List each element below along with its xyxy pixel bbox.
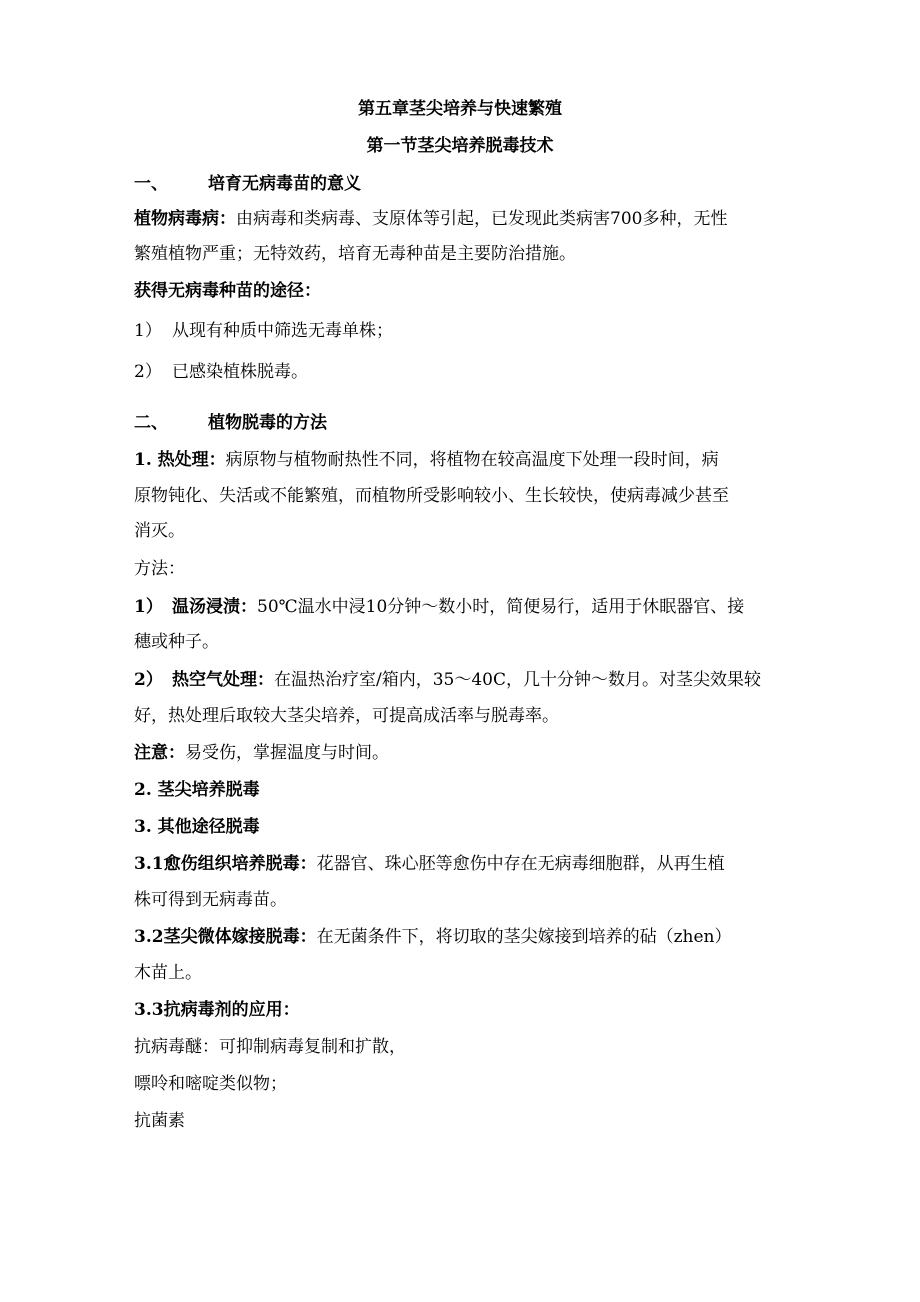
method-1-line2: 穗或种子。 <box>134 632 219 652</box>
way-1-text: 从现有种质中筛选无毒单株； <box>172 321 393 341</box>
list-item-way-1 <box>134 319 393 343</box>
item-3-2-line2: 木苗上。 <box>134 963 202 983</box>
method-1-line1: 50℃温水中浸10分钟～数小时，简便易行，适用于休眠器官、接 <box>257 597 745 617</box>
ways-label: 获得无病毒种苗的途径： <box>134 281 321 301</box>
item-3-1-line1: 花器官、珠心胚等愈伤中存在无病毒细胞群，从再生植 <box>316 854 725 874</box>
heading-2-text: 植物脱毒的方法 <box>208 413 327 433</box>
method-label: 方法： <box>134 559 185 579</box>
method-item-1 <box>134 595 744 619</box>
method-2-line2: 好，热处理后取较大茎尖培养，可提高成活率与脱毒率。 <box>134 706 559 726</box>
heat-line1: 病原物与植物耐热性不同，将植物在较高温度下处理一段时间，病 <box>225 450 719 470</box>
heading-1-number: 一、 <box>134 174 168 194</box>
section-title: 第一节茎尖培养脱毒技术 <box>366 136 554 156</box>
list-item-way-2 <box>134 360 308 384</box>
heading-1-text: 培育无病毒苗的意义 <box>208 174 361 194</box>
virus-disease-line1: 由病毒和类病毒、支原体等引起，已发现此类病害700多种，无性 <box>236 209 728 229</box>
method-2-label: 热空气处理： <box>172 670 274 690</box>
note-label: 注意： <box>134 743 185 763</box>
item-3-1 <box>134 852 725 876</box>
item-3-1-label: 3.1愈伤组织培养脱毒： <box>134 854 317 874</box>
way-2-text: 已感染植株脱毒。 <box>172 362 308 382</box>
antibiotics: 抗菌素 <box>134 1111 185 1131</box>
item-3-2-label: 3.2茎尖微体嫁接脱毒： <box>134 927 317 947</box>
heat-line2: 原物钝化、失活或不能繁殖，而植物所受影响较小、生长较快，使病毒减少甚至 <box>134 486 729 506</box>
heading-1 <box>134 172 361 196</box>
method-item-2 <box>134 668 761 692</box>
way-1-number: 1） <box>134 321 162 341</box>
paragraph-heat-treatment <box>134 448 719 472</box>
item-3-other-ways: 3. 其他途径脱毒 <box>134 817 260 837</box>
heat-treatment-label: 1. 热处理： <box>134 450 226 470</box>
item-3-2-line1: 在无菌条件下，将切取的茎尖嫁接到培养的砧（zhen） <box>316 927 732 947</box>
item-3-2 <box>134 925 732 949</box>
item-3-1-line2: 株可得到无病毒苗。 <box>134 890 287 910</box>
antiviral-ether: 抗病毒醚：可抑制病毒复制和扩散， <box>134 1037 406 1057</box>
note-text: 易受伤，掌握温度与时间。 <box>185 743 389 763</box>
virus-disease-line2: 繁殖植物严重；无特效药，培育无毒种苗是主要防治措施。 <box>134 244 576 264</box>
heat-line3: 消灭。 <box>134 521 185 541</box>
chapter-title: 第五章茎尖培养与快速繁殖 <box>358 99 562 119</box>
method-1-label: 温汤浸渍： <box>172 597 257 617</box>
note <box>134 741 389 765</box>
paragraph-virus-disease <box>134 207 727 231</box>
heading-2 <box>134 411 327 435</box>
item-3-3-label: 3.3抗病毒剂的应用： <box>134 1000 300 1020</box>
purine-pyrimidine-analogs: 嘌呤和嘧啶类似物； <box>134 1074 287 1094</box>
way-2-number: 2） <box>134 362 162 382</box>
heading-2-number: 二、 <box>134 413 168 433</box>
method-2-number: 2） <box>134 670 163 690</box>
item-2-shoot-tip-culture: 2. 茎尖培养脱毒 <box>134 780 260 800</box>
method-2-line1: 在温热治疗室/箱内，35～40C，几十分钟～数月。对茎尖效果较 <box>274 670 761 690</box>
method-1-number: 1） <box>134 597 163 617</box>
virus-disease-label: 植物病毒病： <box>134 209 236 229</box>
